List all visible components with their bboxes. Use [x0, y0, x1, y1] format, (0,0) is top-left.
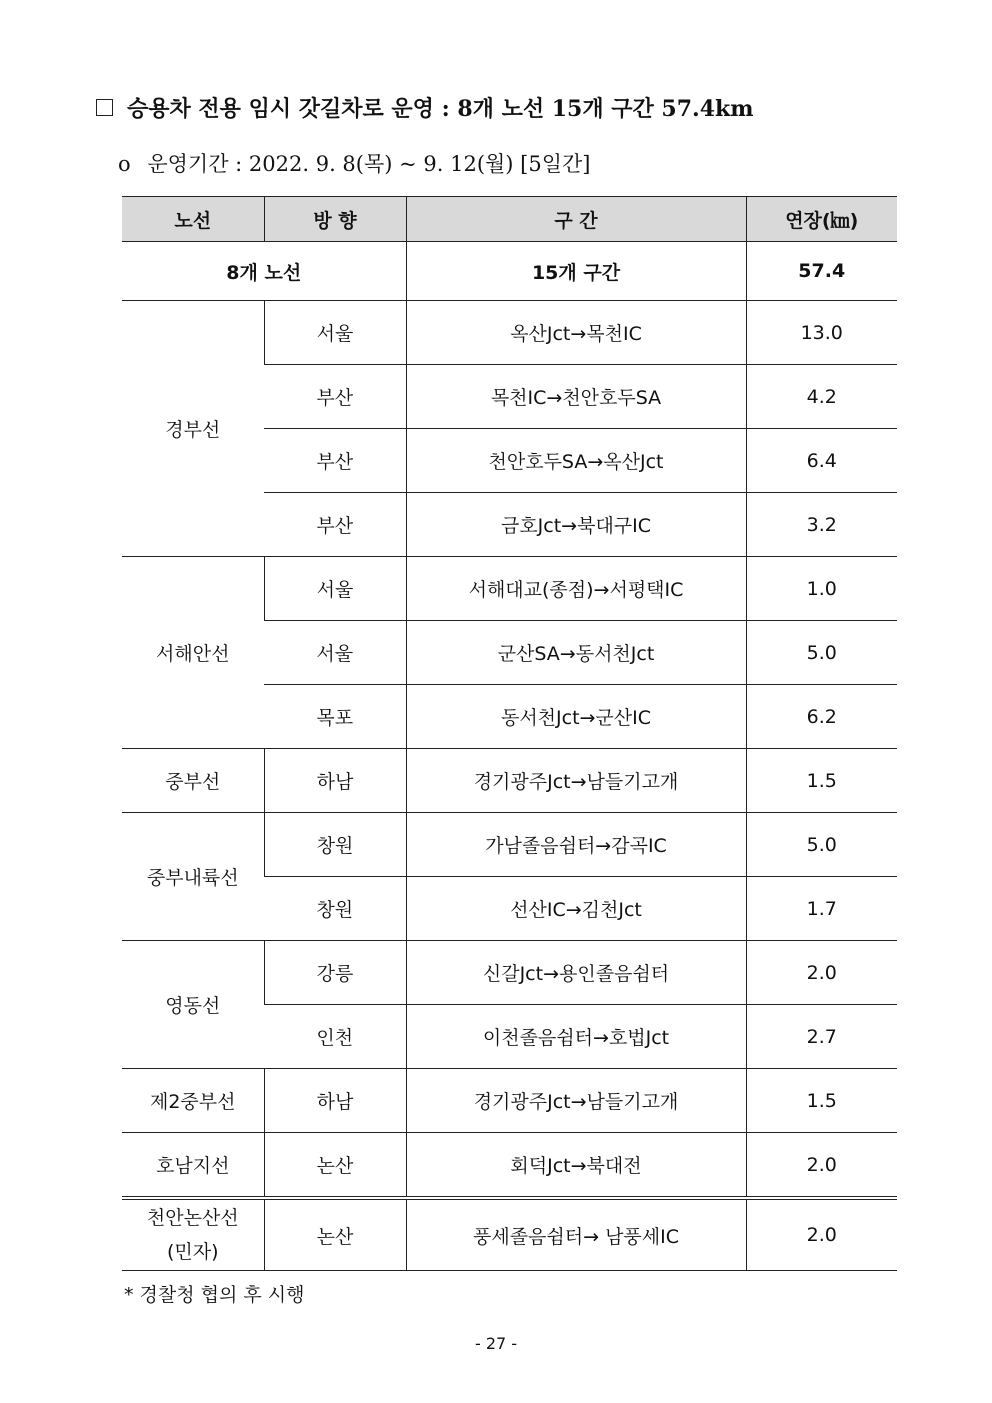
shoulder-lane-table	[122, 196, 897, 1271]
direction-cell: 서울	[264, 301, 406, 365]
route-cell	[122, 1198, 264, 1271]
length-cell: 1.0	[746, 557, 897, 621]
route-cell: 서해안선	[122, 557, 264, 749]
header-length: 연장(㎞)	[746, 197, 897, 242]
page-number: - 27 -	[474, 1334, 518, 1353]
checkbox-icon	[96, 99, 113, 116]
table-row	[122, 1133, 897, 1199]
section-cell: 목천IC→천안호두SA	[406, 365, 746, 429]
length-cell: 1.5	[746, 749, 897, 813]
section-heading	[96, 92, 754, 123]
table-row	[122, 557, 897, 621]
route-note: (민자)	[166, 1241, 219, 1263]
length-cell: 1.7	[746, 877, 897, 941]
length-cell: 6.2	[746, 685, 897, 749]
length-cell: 6.4	[746, 429, 897, 493]
section-cell: 옥산Jct→목천IC	[406, 301, 746, 365]
summary-routes: 8개 노선	[122, 242, 406, 301]
operation-period	[118, 148, 591, 178]
section-cell: 회덕Jct→북대전	[406, 1133, 746, 1199]
route-cell: 제2중부선	[122, 1069, 264, 1133]
section-cell: 금호Jct→북대구IC	[406, 493, 746, 557]
length-cell: 13.0	[746, 301, 897, 365]
table-row	[122, 941, 897, 1005]
section-cell: 천안호두SA→옥산Jct	[406, 429, 746, 493]
header-direction: 방 향	[264, 197, 406, 242]
header-route: 노선	[122, 197, 264, 242]
route-cell: 호남지선	[122, 1133, 264, 1199]
direction-cell: 서울	[264, 621, 406, 685]
route-name: 천안논산선	[146, 1207, 239, 1229]
section-cell: 서해대교(종점)→서평택IC	[406, 557, 746, 621]
direction-cell: 하남	[264, 1069, 406, 1133]
section-cell: 동서천Jct→군산IC	[406, 685, 746, 749]
direction-cell: 논산	[264, 1198, 406, 1271]
length-cell: 4.2	[746, 365, 897, 429]
summary-row	[122, 242, 897, 301]
direction-cell: 서울	[264, 557, 406, 621]
direction-cell: 목포	[264, 685, 406, 749]
length-cell: 3.2	[746, 493, 897, 557]
table-row	[122, 1069, 897, 1133]
header-section: 구 간	[406, 197, 746, 242]
section-cell: 선산IC→김천Jct	[406, 877, 746, 941]
direction-cell: 부산	[264, 429, 406, 493]
direction-cell: 부산	[264, 365, 406, 429]
table-row	[122, 301, 897, 365]
direction-cell: 창원	[264, 877, 406, 941]
section-cell: 경기광주Jct→남들기고개	[406, 1069, 746, 1133]
footnote: * 경찰청 협의 후 시행	[124, 1284, 305, 1306]
route-cell: 중부내륙선	[122, 813, 264, 941]
section-cell: 신갈Jct→용인졸음쉼터	[406, 941, 746, 1005]
route-cell: 경부선	[122, 301, 264, 557]
section-cell: 풍세졸음쉼터→ 남풍세IC	[406, 1198, 746, 1271]
section-cell: 군산SA→동서천Jct	[406, 621, 746, 685]
summary-length: 57.4	[746, 242, 897, 301]
length-cell: 5.0	[746, 813, 897, 877]
heading-text: 승용차 전용 임시 갓길차로 운영 : 8개 노선 15개 구간 57.4km	[127, 96, 754, 122]
summary-sections: 15개 구간	[406, 242, 746, 301]
direction-cell: 하남	[264, 749, 406, 813]
length-cell: 2.0	[746, 1198, 897, 1271]
table-row	[122, 749, 897, 813]
table-row	[122, 813, 897, 877]
route-cell: 중부선	[122, 749, 264, 813]
direction-cell: 강릉	[264, 941, 406, 1005]
bullet-marker: o	[118, 152, 131, 176]
table-row	[122, 1198, 897, 1271]
section-cell: 이천졸음쉼터→호법Jct	[406, 1005, 746, 1069]
route-cell: 영동선	[122, 941, 264, 1069]
direction-cell: 논산	[264, 1133, 406, 1199]
table-header-row	[122, 197, 897, 242]
length-cell: 2.0	[746, 1133, 897, 1199]
section-cell: 경기광주Jct→남들기고개	[406, 749, 746, 813]
period-text: 운영기간 : 2022. 9. 8(목) ~ 9. 12(월) [5일간]	[147, 152, 591, 176]
length-cell: 5.0	[746, 621, 897, 685]
section-cell: 가남졸음쉼터→감곡IC	[406, 813, 746, 877]
length-cell: 2.7	[746, 1005, 897, 1069]
length-cell: 1.5	[746, 1069, 897, 1133]
direction-cell: 인천	[264, 1005, 406, 1069]
direction-cell: 창원	[264, 813, 406, 877]
direction-cell: 부산	[264, 493, 406, 557]
length-cell: 2.0	[746, 941, 897, 1005]
